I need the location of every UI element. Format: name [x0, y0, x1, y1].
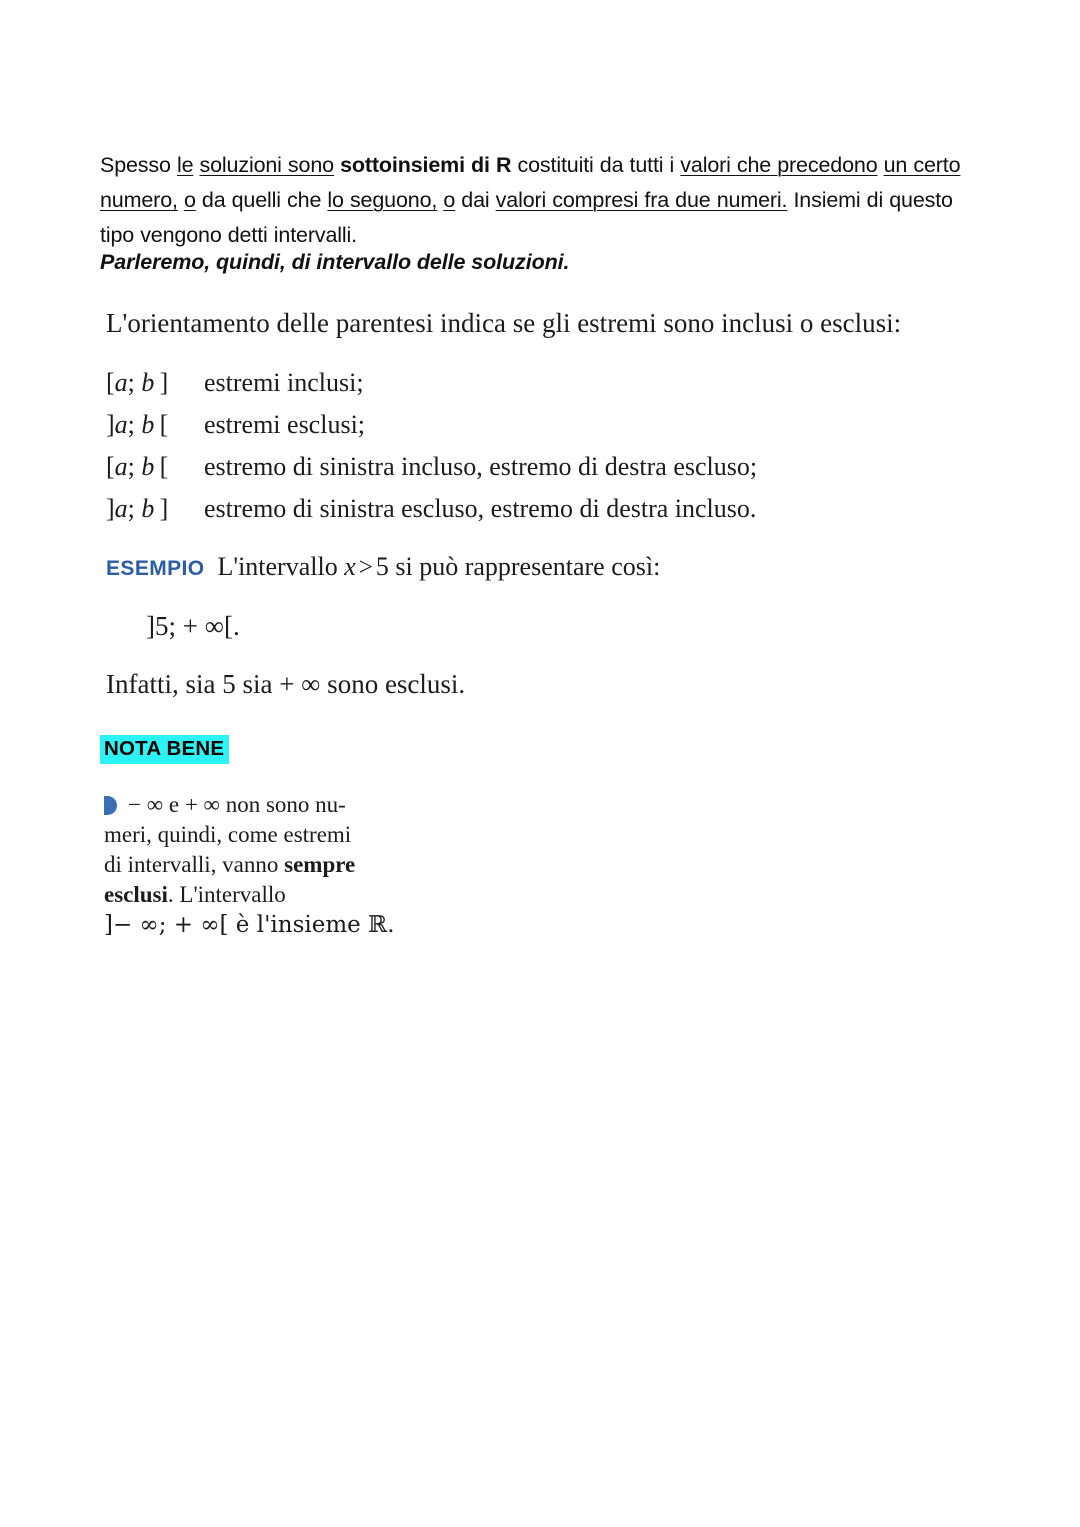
- example-operator: >: [358, 554, 373, 581]
- intro-paragraph: [100, 148, 962, 253]
- bracket-open: [: [106, 368, 115, 397]
- bracket-open: ]: [106, 494, 115, 523]
- interval-right-var: b: [141, 410, 155, 439]
- intro-text-costituiti: costituiti da tutti i: [511, 152, 681, 177]
- interval-notation: [106, 446, 204, 488]
- intro-underline-le: le: [176, 152, 194, 177]
- bracket-close: [: [159, 410, 169, 439]
- bracket-open: ]: [106, 410, 115, 439]
- intro-underline-o-1: o: [183, 187, 196, 212]
- interval-notation-list: [106, 362, 757, 530]
- intro-text-da-quelli-che: da quelli che: [195, 187, 328, 212]
- interval-description: estremo di sinistra incluso, estremo di destra escluso;: [204, 452, 758, 481]
- example-text-before: L'intervallo: [217, 552, 345, 581]
- bracket-open: [: [106, 452, 115, 481]
- interval-right-var: b: [141, 494, 155, 523]
- emphasis-line: Parleremo, quindi, di intervallo delle soluzioni.: [100, 250, 570, 274]
- interval-separator: ;: [127, 494, 135, 523]
- intro-underline-valori-precedono: valori che precedono: [680, 152, 878, 177]
- esempio-label: ESEMPIO: [106, 557, 205, 580]
- interval-row: [106, 404, 757, 446]
- example-text-after: si può rappresentare così:: [388, 552, 661, 581]
- interval-notation: [106, 488, 204, 530]
- interval-left-var: a: [114, 494, 128, 523]
- bracket-close: ]: [159, 494, 169, 523]
- intro-text-dai: dai: [455, 187, 496, 212]
- intro-underline-o-2: o: [443, 187, 456, 212]
- interval-left-var: a: [114, 410, 128, 439]
- example-variable: x: [344, 552, 356, 581]
- intro-underline-un-certo-numero: un certo numero,: [100, 152, 961, 212]
- intro-text-insiemi: Insiemi di questo tipo vengono detti intervalli.: [100, 187, 953, 247]
- interval-notation: [106, 404, 204, 446]
- interval-description: estremi inclusi;: [204, 368, 364, 397]
- interval-left-var: a: [114, 368, 128, 397]
- note-line-4-plain: . L'intervallo: [167, 882, 286, 907]
- interval-row: [106, 362, 757, 404]
- note-line-4-bold: esclusi: [104, 882, 168, 907]
- intro-underline-valori-compresi: valori compresi fra due numeri.: [495, 187, 788, 212]
- interval-separator: ;: [127, 368, 135, 397]
- note-line-3-bold: sempre: [284, 852, 356, 877]
- note-line-1: [104, 790, 414, 820]
- bracket-close: [: [159, 452, 169, 481]
- example-statement: [218, 550, 661, 585]
- intro-underline-soluzioni-sono: soluzioni sono: [199, 152, 334, 177]
- note-line-2: meri, quindi, come estremi: [104, 822, 352, 847]
- interval-right-var: b: [141, 368, 155, 397]
- intro-underline-lo-seguono: lo seguono,: [327, 187, 438, 212]
- example-conclusion: Infatti, sia 5 sia + ∞ sono esclusi.: [106, 669, 466, 699]
- interval-separator: ;: [127, 452, 135, 481]
- interval-description: estremo di sinistra escluso, estremo di destra incluso.: [204, 494, 757, 523]
- nota-bene-heading: NOTA BENE: [100, 735, 229, 764]
- note-line-1-text: − ∞ e + ∞ non sono nu-: [128, 792, 346, 817]
- interval-row: [106, 488, 757, 530]
- interval-row: [106, 446, 757, 488]
- example-formula: ]5; + ∞[.: [146, 611, 240, 641]
- example-line: [106, 550, 660, 586]
- bullet-arrow-icon: [104, 796, 117, 815]
- intro-bold-sottoinsiemi: sottoinsiemi di R: [340, 152, 512, 177]
- interval-description: estremi esclusi;: [204, 410, 366, 439]
- interval-separator: ;: [127, 410, 135, 439]
- interval-left-var: a: [114, 452, 128, 481]
- intro-text-spesso: Spesso: [100, 152, 177, 177]
- interval-notation: [106, 362, 204, 404]
- note-line-3-plain: di intervalli, vanno: [104, 852, 285, 877]
- interval-right-var: b: [141, 452, 155, 481]
- nota-bene-body: [104, 790, 414, 940]
- note-line-5: ]− ∞; + ∞[ è l'insieme ℝ.: [104, 912, 395, 938]
- example-value: 5: [375, 552, 389, 581]
- note-line-4: [104, 880, 414, 910]
- lead-line: L'orientamento delle parentesi indica se gli estremi sono inclusi o esclusi:: [106, 308, 902, 338]
- note-line-3: [104, 850, 414, 880]
- bracket-close: ]: [159, 368, 169, 397]
